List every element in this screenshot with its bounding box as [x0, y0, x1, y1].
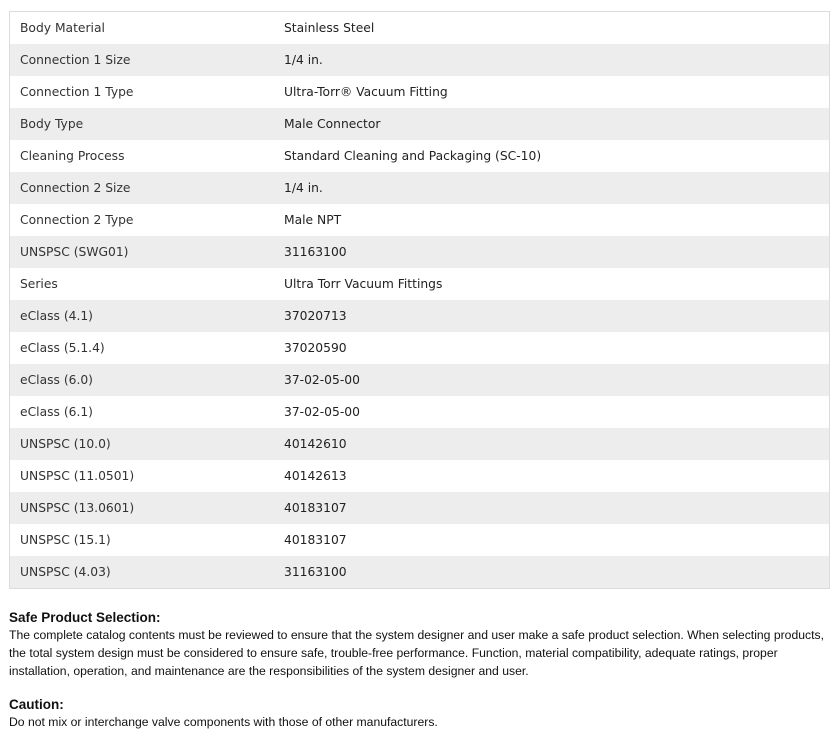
spec-value: 31163100	[284, 565, 347, 579]
spec-value: 40183107	[284, 501, 347, 515]
spec-value: Standard Cleaning and Packaging (SC-10)	[284, 149, 542, 163]
table-row	[10, 556, 829, 588]
spec-value: 37-02-05-00	[284, 405, 360, 419]
table-row	[10, 524, 829, 556]
spec-value: 37-02-05-00	[284, 373, 360, 387]
spec-value: 1/4 in.	[284, 181, 323, 195]
spec-value: Male Connector	[284, 117, 381, 131]
table-row	[10, 236, 829, 268]
spec-value: 40183107	[284, 533, 347, 547]
spec-label: Connection 1 Type	[20, 85, 134, 99]
spec-label: UNSPSC (SWG01)	[20, 245, 129, 259]
spec-label: Cleaning Process	[20, 149, 125, 163]
table-row	[10, 300, 829, 332]
table-row	[10, 332, 829, 364]
caution-heading: Caution:	[9, 697, 64, 712]
spec-label: Connection 2 Size	[20, 181, 131, 195]
table-row	[10, 428, 829, 460]
specifications-table	[9, 11, 830, 589]
spec-value: 31163100	[284, 245, 347, 259]
spec-value: 1/4 in.	[284, 53, 323, 67]
table-row	[10, 396, 829, 428]
spec-label: eClass (6.0)	[20, 373, 93, 387]
spec-label: UNSPSC (15.1)	[20, 533, 111, 547]
table-row	[10, 12, 829, 44]
spec-value: 40142610	[284, 437, 347, 451]
table-row	[10, 140, 829, 172]
spec-label: eClass (4.1)	[20, 309, 93, 323]
table-row	[10, 268, 829, 300]
spec-value: Ultra-Torr® Vacuum Fitting	[284, 85, 448, 99]
spec-value: Ultra Torr Vacuum Fittings	[284, 277, 443, 291]
spec-label: Connection 1 Size	[20, 53, 131, 67]
spec-label: UNSPSC (4.03)	[20, 565, 111, 579]
safe-selection-text: The complete catalog contents must be reviewed to ensure that the system designer and user make a safe product selection. When selecting products, the total system design must be considered to ensure safe, trouble-free performance. Function, material compatibility, adequate ratings, proper installation, operation, and maintenance are the responsibilities of the system designer and user.	[9, 628, 824, 678]
spec-value: Stainless Steel	[284, 21, 375, 35]
spec-value: 40142613	[284, 469, 347, 483]
spec-value: Male NPT	[284, 213, 342, 227]
table-row	[10, 364, 829, 396]
spec-value: 37020590	[284, 341, 347, 355]
caution-text: Do not mix or interchange valve components with those of other manufacturers.	[9, 715, 438, 729]
spec-label: Series	[20, 277, 58, 291]
safe-selection-heading: Safe Product Selection:	[9, 610, 161, 625]
safe-product-selection	[9, 609, 829, 680]
table-row	[10, 492, 829, 524]
spec-label: eClass (5.1.4)	[20, 341, 105, 355]
table-row	[10, 44, 829, 76]
spec-value: 37020713	[284, 309, 347, 323]
table-row	[10, 76, 829, 108]
caution-note	[9, 696, 829, 731]
spec-label: UNSPSC (11.0501)	[20, 469, 135, 483]
spec-label: Body Material	[20, 21, 105, 35]
spec-label: UNSPSC (13.0601)	[20, 501, 135, 515]
table-row	[10, 204, 829, 236]
table-row	[10, 108, 829, 140]
spec-label: eClass (6.1)	[20, 405, 93, 419]
spec-label: Body Type	[20, 117, 84, 131]
spec-label: Connection 2 Type	[20, 213, 134, 227]
table-row	[10, 172, 829, 204]
spec-label: UNSPSC (10.0)	[20, 437, 111, 451]
table-row	[10, 460, 829, 492]
notes-section	[9, 609, 829, 731]
